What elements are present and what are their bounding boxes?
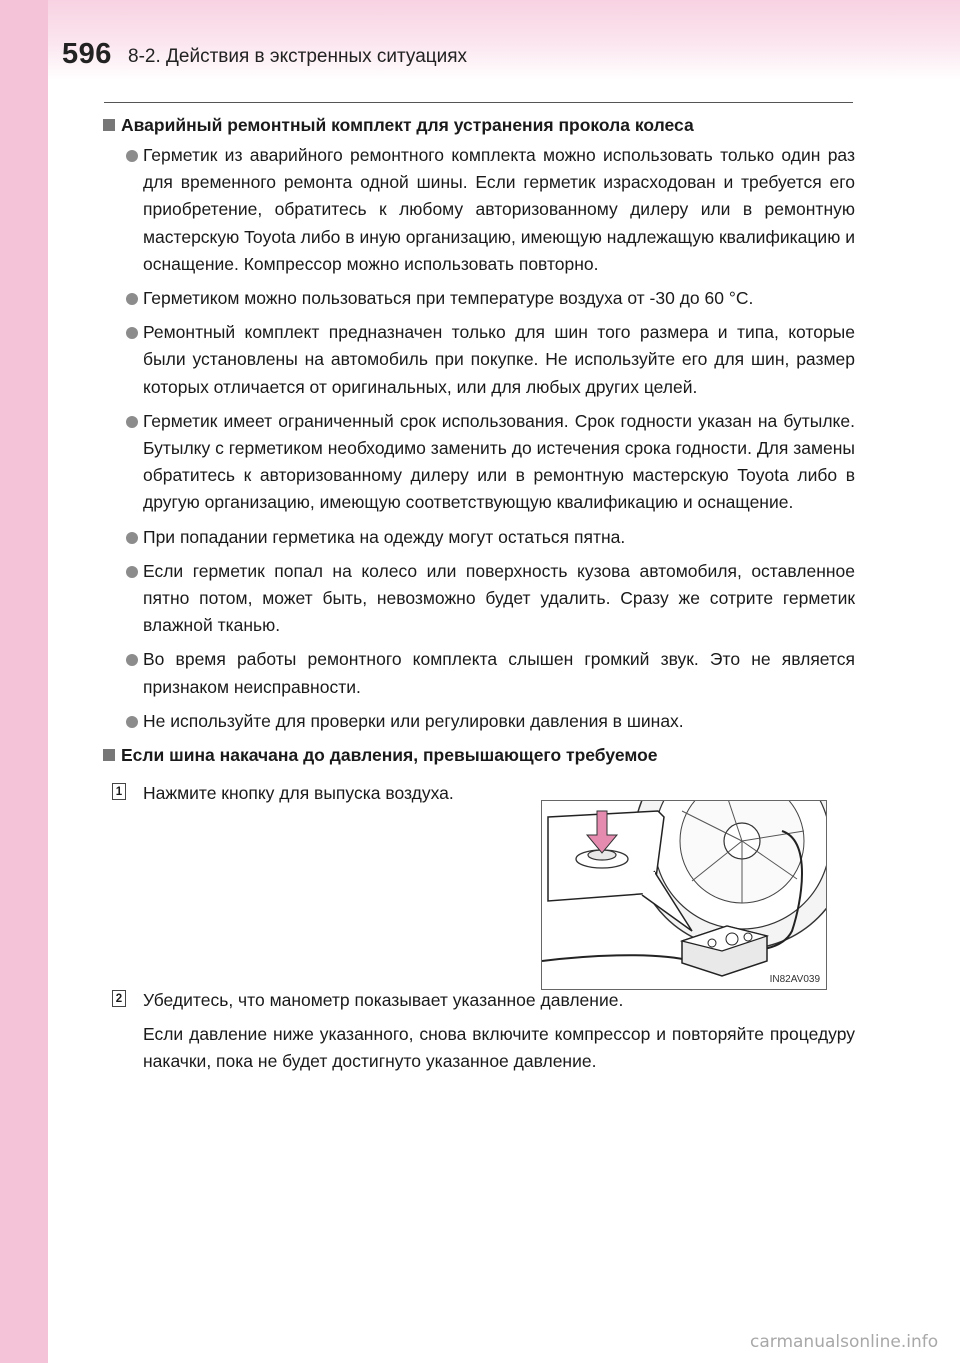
step-2-note: Если давление ниже указанного, снова включите компрессор и повторяйте процедуру накачки, пока не будет достигнуто указанное давление.: [143, 1024, 855, 1072]
step-number-badge: 1: [112, 783, 126, 800]
bullet-icon: [126, 293, 138, 305]
list-item: Ремонтный комплект предназначен только для шин того размера и типа, которые были установлены на автомобиль при покупке. Не используйте его для шин, размер которых отличается от оригинальных, или для любых других целей.: [103, 319, 855, 401]
bullet-icon: [126, 654, 138, 666]
bullet-icon: [126, 416, 138, 428]
watermark: carmanualsonline.info: [750, 1332, 939, 1352]
list-item: При попадании герметика на одежду могут остаться пятна.: [103, 524, 855, 551]
list-item: Герметик имеет ограниченный срок использования. Срок годности указан на бутылке. Бутылку с герметиком необходимо заменить до истечения срока годности. Для замены обратитесь к авторизованному дилеру или в ремонтную мастерскую Toyota либо в другую организацию, имеющую соответствующую квалификацию и оснащение.: [103, 408, 855, 517]
section-heading-repair-kit: Аварийный ремонтный комплект для устранения прокола колеса: [103, 112, 855, 138]
list-item: Не используйте для проверки или регулировки давления в шинах.: [103, 708, 855, 735]
header-divider: [104, 102, 853, 103]
step-2: [103, 987, 855, 1014]
list-item: Герметик из аварийного ремонтного комплекта можно использовать только один раз для временного ремонта одной шины. Если герметик израсходован и требуется его приобретение, обратитесь к любому авторизованному дилеру или в ремонтную мастерскую Toyota либо в иную организацию, имеющую надлежащую квалификацию и оснащение. Компрессор можно использовать повторно.: [103, 142, 855, 278]
list-item: Если герметик попал на колесо или поверхность кузова автомобиля, оставленное пятно потом, может быть, невозможно будет удалить. Сразу же сотрите герметик влажной тканью.: [103, 558, 855, 640]
figure-code: IN82AV039: [769, 974, 820, 985]
bullet-icon: [126, 150, 138, 162]
step-text: Нажмите кнопку для выпуска воздуха.: [143, 783, 454, 804]
pink-sidebar: [0, 0, 48, 1363]
page-number: 596: [62, 38, 112, 70]
square-bullet-icon: [103, 749, 115, 761]
chapter-title: 8-2. Действия в экстренных ситуациях: [128, 46, 468, 67]
compressor-illustration: [541, 800, 827, 990]
bullet-icon: [126, 566, 138, 578]
step-text: Убедитесь, что манометр показывает указанное давление.: [143, 990, 624, 1011]
bullet-icon: [126, 327, 138, 339]
step-number-badge: 2: [112, 990, 126, 1007]
tire-compressor-icon: [542, 801, 827, 990]
bullet-icon: [126, 532, 138, 544]
list-item: Во время работы ремонтного комплекта слышен громкий звук. Это не является признаком неисправности.: [103, 646, 855, 700]
bullet-icon: [126, 716, 138, 728]
square-bullet-icon: [103, 119, 115, 131]
section-heading-overinflated: Если шина накачана до давления, превышающего требуемое: [103, 742, 855, 768]
header-band: [48, 0, 960, 80]
list-item: Герметиком можно пользоваться при температуре воздуха от -30 до 60 °C.: [103, 285, 855, 312]
